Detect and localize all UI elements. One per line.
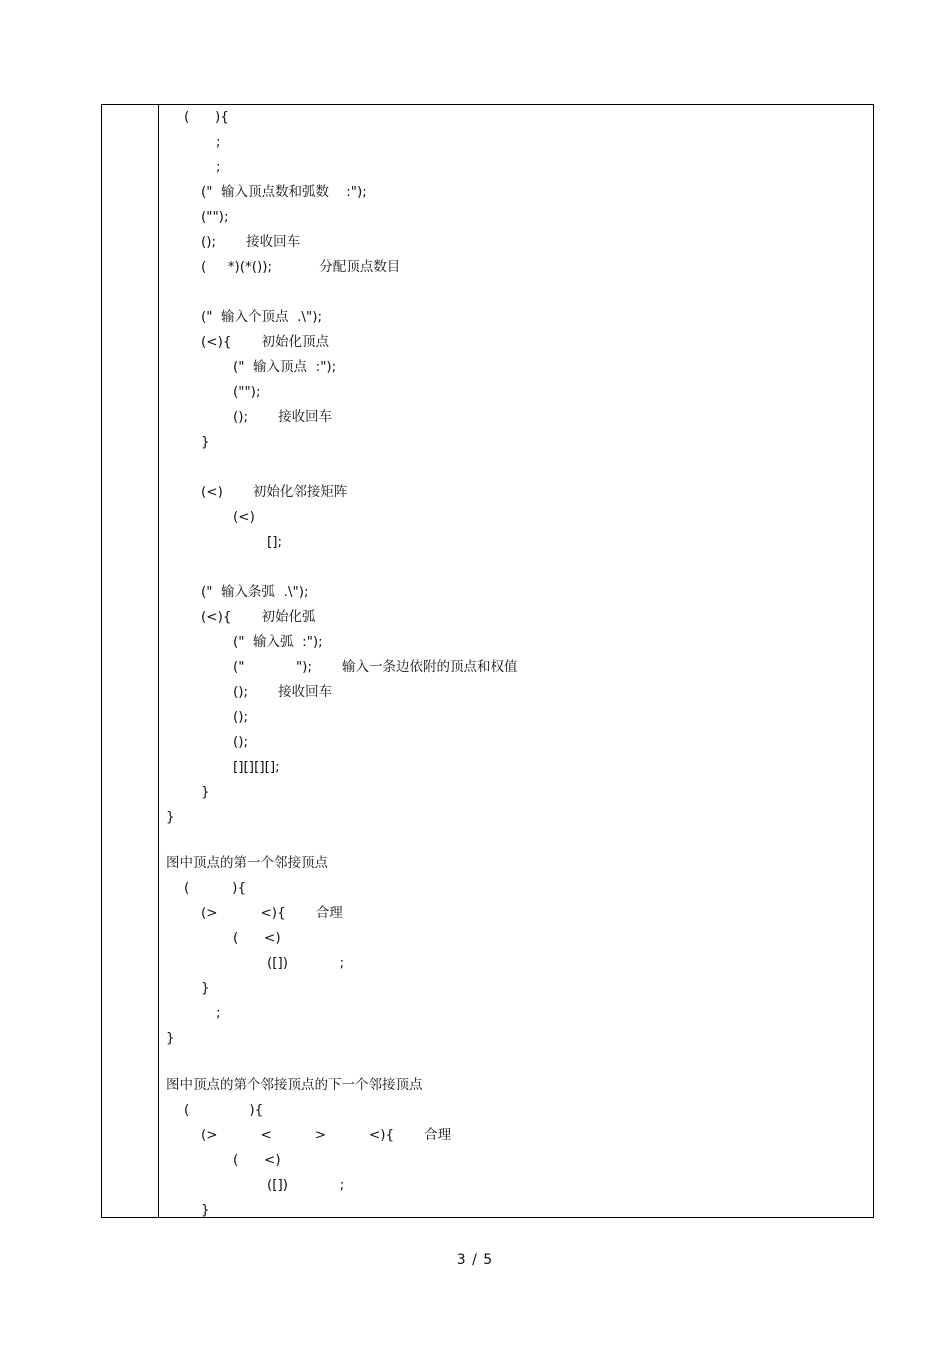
code-line: ( *)(*()); 分配顶点数目 bbox=[201, 259, 401, 275]
code-line: } bbox=[166, 1030, 175, 1046]
code-line: ( <) bbox=[233, 1152, 281, 1168]
code-line: (" 输入条弧 .\"); bbox=[201, 584, 309, 600]
code-line: (> <){ 合理 bbox=[201, 905, 343, 921]
code-line: } bbox=[201, 980, 210, 996]
code-listing bbox=[102, 105, 873, 1217]
code-line: ( ){ bbox=[184, 109, 229, 125]
code-line: []; bbox=[267, 534, 283, 550]
code-line: (" 输入顶点 :"); bbox=[233, 359, 337, 375]
code-line: (); bbox=[233, 734, 249, 750]
code-line: (); 接收回车 bbox=[233, 684, 333, 700]
code-line: ; bbox=[216, 1005, 221, 1021]
code-line: (""); bbox=[233, 384, 261, 400]
code-line: ; bbox=[216, 159, 221, 175]
code-line: } bbox=[201, 1202, 210, 1218]
code-line: } bbox=[201, 434, 210, 450]
code-line: (<){ 初始化弧 bbox=[201, 609, 316, 625]
code-line: ( ){ bbox=[184, 880, 247, 896]
code-line: ; bbox=[216, 134, 221, 150]
code-line: (" 输入顶点数和弧数 :"); bbox=[201, 184, 367, 200]
code-line: (); 接收回车 bbox=[201, 234, 301, 250]
code-line: [][][][]; bbox=[233, 759, 280, 775]
code-line: ( <) bbox=[233, 930, 281, 946]
code-line: ([]) ; bbox=[267, 1177, 345, 1193]
code-line: } bbox=[166, 809, 175, 825]
code-line: 图中顶点的第个邻接顶点的下一个邻接顶点 bbox=[166, 1077, 423, 1093]
code-line: ([]) ; bbox=[267, 955, 345, 971]
code-line: ( ){ bbox=[184, 1102, 264, 1118]
code-line: (); 接收回车 bbox=[233, 409, 333, 425]
code-line: (<) bbox=[233, 509, 255, 525]
code-line: } bbox=[201, 784, 210, 800]
code-table bbox=[101, 104, 874, 1218]
code-line: (""); bbox=[201, 209, 229, 225]
code-line: (> < > <){ 合理 bbox=[201, 1127, 452, 1143]
code-line: (" "); 输入一条边依附的顶点和权值 bbox=[233, 659, 518, 675]
code-line: 图中顶点的第一个邻接顶点 bbox=[166, 855, 328, 871]
code-line: (); bbox=[233, 709, 249, 725]
code-line: (<) 初始化邻接矩阵 bbox=[201, 484, 348, 500]
code-line: (" 输入弧 :"); bbox=[233, 634, 323, 650]
code-line: (<){ 初始化顶点 bbox=[201, 334, 329, 350]
page-number: 3 / 5 bbox=[456, 1252, 494, 1268]
code-line: (" 输入个顶点 .\"); bbox=[201, 309, 323, 325]
